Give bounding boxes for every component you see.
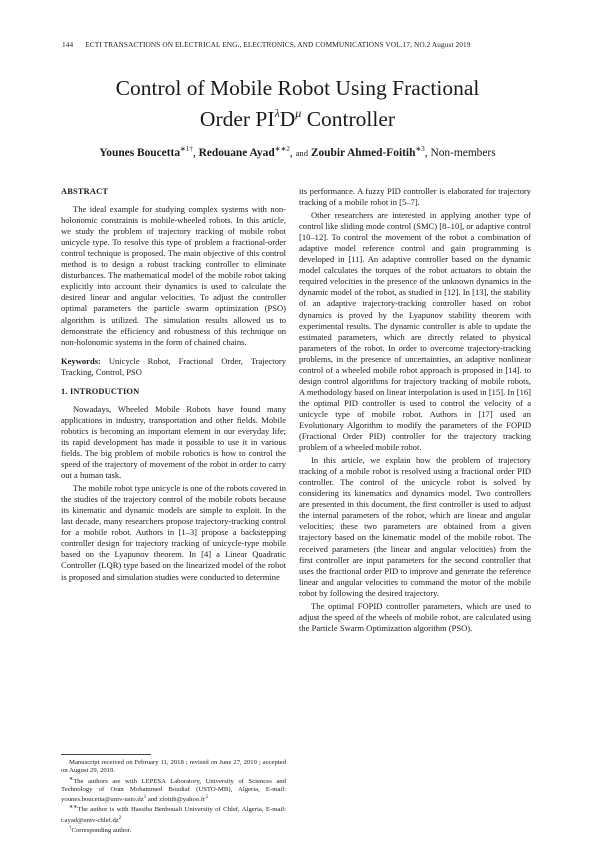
author-3: Zoubir Ahmed-Foitih <box>310 147 416 159</box>
left-column <box>61 186 286 583</box>
right-paragraph-3: The optimal FOPID controller parameters, which are used to adjust the speed of the wheels of mobile robot, are calculated using the Particle Swarm Optimization algorithm (PSO). <box>299 600 531 633</box>
footnote-affiliation-2 <box>61 804 286 825</box>
introduction-heading: 1. INTRODUCTION <box>61 386 140 396</box>
footnote-text: Corresponding author. <box>71 827 132 835</box>
footnote-mark: 1 <box>143 795 147 801</box>
title-line-2a: Order PI <box>199 107 275 131</box>
intro-paragraph-1: Nowadays, Wheeled Mobile Robots have found many applications in industry, transportation and other fields. Mobile robotics is becoming an important element in our everyday life; its rapid development has made it possible to use it in various fields. The big problem of mobile robotics is how to control the speed of the trajectory of movement of the robot in order to carry out a human task. <box>61 403 286 481</box>
keywords <box>61 356 286 378</box>
author-list: Younes Boucetta$^{∗1\dagger}$, Redouane Ayad$^{∗∗2}$, and Zoubir Ahmed-Foitih$^{∗3}$, Non-members <box>99 145 496 159</box>
footnote-affiliation-1 <box>61 776 286 805</box>
title-line-2c: Controller <box>301 107 396 131</box>
footnote-text: The author is with Hassiba Benbouali University of Chlef, Algeria, E-mail: r.ayad@univ-chlef.dz <box>61 806 286 824</box>
paper-title <box>40 76 555 132</box>
mu-superscript: μ <box>295 106 302 120</box>
right-paragraph-1: Other researchers are interested in applying another type of control like sliding mode control (SMC) [8–10], or adaptive control [10–12]. To control the movement of the robot a combination of adaptive model reference control and gain programming is developed in [11]. An adaptive controller based on the dynamic model calculates the torques of the robot actuators to obtain the required velocities in the presence of the unknown dynamics in the dynamic model of the robot, as studied in [12]. In [13], the stability of an adaptive trajectory-tracking controller based on robot dynamics is proved by the Lyapunov stability theorem with experimental results. The dynamic controller is able to update the estimated parameters, which are directly related to physical parameters of the robot. In order to overcome trajectory-tracking problems, in the presence of uncertainties, an adaptive nonlinear control of a wheeled mobile robot approach is proposed in [14]. to design control algorithms for trajectory tracking of mobile robots, A methodology based on linear interpolation is used in [15]. In [16] the optimal PID controller is used to control the velocity of a unicycle type of mobile robot. Authors in [17] used an Evolutionary Algorithm to modify the parameters of the FOPID (Fractional Order PID) controller for the trajectory tracking problem of a wheeled mobile robot. <box>299 210 531 453</box>
right-paragraph-2: In this article, we explain how the problem of trajectory tracking of a mobile robot is resolved using a fractional order PID controller. The control of the unicycle robot is solved by considering its kinematics and dynamics model. Two controllers are presented in this document, the first controller is used to adjust the internal parameters of the robot, which are linear and angular velocities; these two parameters are obtained from a given trajectory based on the kinematic model of the mobile robot. The received parameters (the linear and angular velocities) from the first controller are input parameters for the second controller that uses the fractional order PID to improve and generate the reference linear and angular velocities to command the motor of the mobile robot by following the desired trajectory. <box>299 455 531 598</box>
author-1-mark: ∗1† <box>180 145 193 153</box>
lambda-superscript: λ <box>274 106 280 120</box>
author-1: Younes Boucetta <box>99 147 181 159</box>
author-3-mark: ∗3 <box>415 145 425 153</box>
right-paragraph-0: its performance. A fuzzy PID controller is elaborated for trajectory tracking of a mobile robot in [5–7]. <box>299 186 531 208</box>
right-column <box>299 186 531 634</box>
journal-name: ECTI TRANSACTIONS ON ELECTRICAL ENG., ELECTRONICS, AND COMMUNICATIONS VOL.17, NO.2 August 2019 <box>85 40 471 49</box>
abstract-heading: ABSTRACT <box>61 187 109 196</box>
footnote-text: and zfoitih@yahoo.fr <box>146 796 206 804</box>
footnotes <box>61 754 286 835</box>
author-2: Redouane Ayad <box>198 147 275 159</box>
footnote-text: The authors are with LEPESA Laboratory, University of Sciences and Technology of Oran Mohammed Boudiaf (USTO-MB), Algeria, E-mail: younes.boucetta@univ-usto.dz <box>61 777 286 804</box>
running-header <box>62 40 533 49</box>
footnote-mark: ∗ <box>69 776 74 782</box>
footnote-mark: † <box>69 826 72 832</box>
page-number: 144 <box>62 40 74 49</box>
footnote-mark: 3 <box>205 795 208 801</box>
intro-paragraph-2: The mobile robot type unicycle is one of the robots covered in the studies of the trajectory control of the mobile robots because its kinematic and dynamic models are simple to exploit. In the last decade, many researchers propose trajectory-tracking control for a mobile robot. Authors in [1–3] propose a backstepping controller design for trajectory tracking of unicycle-type mobile based on the Lyapunov theorem. In [4] a Linear Quadratic Controller (LQR) type based on the linearized model of the robot is proposed and simulation studies were conducted to determine <box>61 483 286 582</box>
title-line-2b: D <box>279 107 296 131</box>
keywords-label: Keywords: <box>61 355 101 366</box>
author-2-mark: ∗∗2 <box>274 145 290 153</box>
author-and: and <box>295 148 309 158</box>
author-membership: , Non-members <box>424 147 496 159</box>
footnote-received: Manuscript received on February 11, 2018 ; revised on June 27, 2019 ; accepted on August 29, 2019. <box>61 759 286 775</box>
keywords-text: Unicycle Robot, Fractional Order, Trajectory Tracking, Control, PSO <box>61 355 286 377</box>
abstract-text: The ideal example for studying complex systems with non-holonomic constraints is mobile-wheeled robots. In this article, we study the problem of trajectory tracking of mobile robot unicycle type. To resolve this type of problem a fractional-order control technique is proposed. The main objective of this control method is to design a robust tracking controller to eliminate disturbances. The mathematical model of the mobile robot taking explicitly into account their dynamics is used to calculate the desired linear and angular velocities. To adjust the controller optimal parameters the particle swarm optimization (PSO) algorithm is utilized. The simulation results allowed us to demonstrate the efficiency and robustness of this technique on non-holonomic systems in the form of chained chains. <box>61 204 286 347</box>
title-line-1: Control of Mobile Robot Using Fractional <box>115 76 480 100</box>
footnote-mark: ∗∗ <box>69 805 78 811</box>
footnote-rule <box>61 754 151 755</box>
footnote-mark: 2 <box>118 815 122 821</box>
footnote-corresponding <box>61 825 286 835</box>
